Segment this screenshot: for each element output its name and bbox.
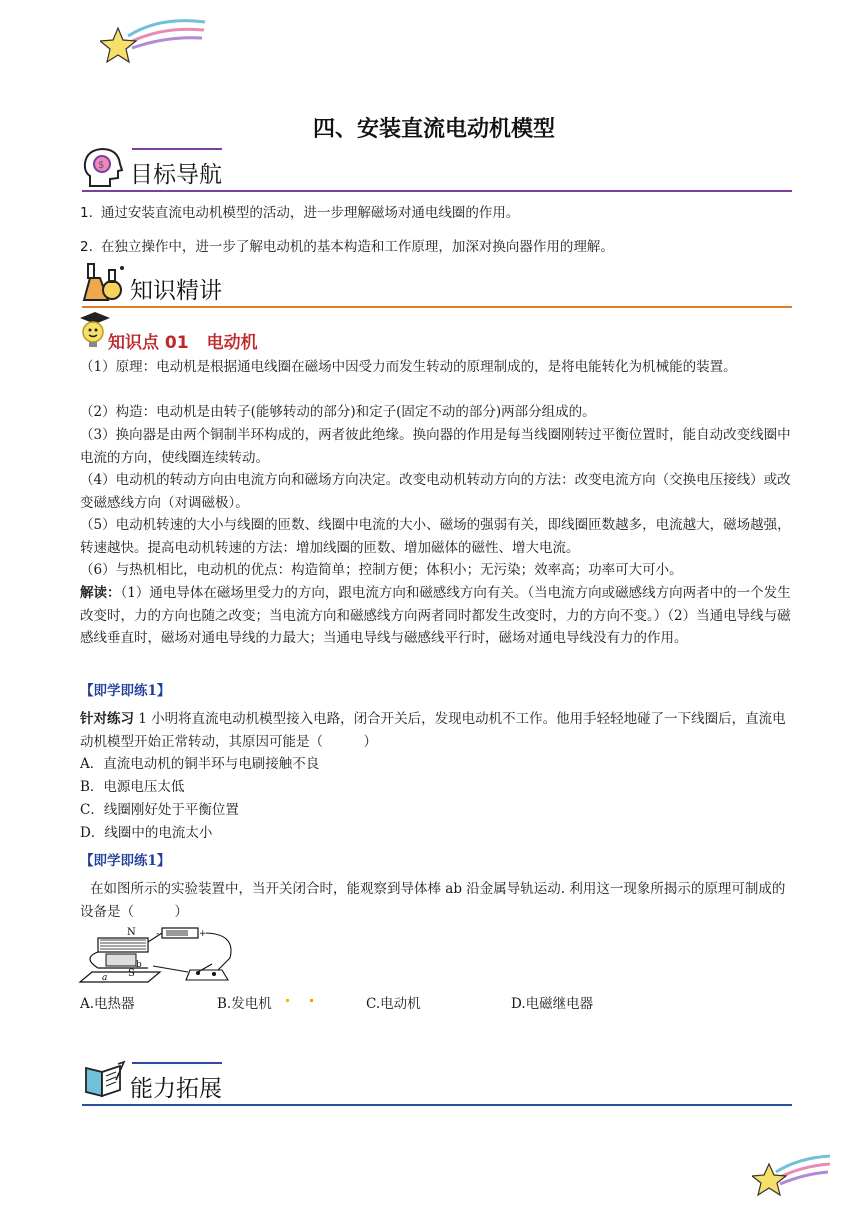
head-gear-icon (82, 146, 124, 190)
dot-mark (286, 999, 289, 1002)
analysis-label: 解读： (80, 585, 121, 601)
option-d[interactable]: D.电磁继电器 (511, 996, 594, 1012)
svg-text:$: $ (98, 160, 105, 171)
goal-number: 1. (80, 205, 93, 221)
knowledge-point-name: 电动机 (206, 333, 258, 353)
goal-item (80, 202, 792, 225)
figure-label-s: S (128, 968, 135, 979)
figure-label-minus: - (156, 929, 160, 939)
practice-question-text: 小明将直流电动机模型接入电路，闭合开关后，发现电动机不工作。他用手轻轻地碰了一下线圈后，直流电动机模型开始正常转动，其原因可能是（ ） (80, 711, 786, 750)
option-d[interactable]: D．线圈中的电流太小 (80, 825, 213, 841)
page-title: 四、安装直流电动机模型 (312, 117, 555, 142)
divider (82, 306, 792, 308)
paragraph: （3）换向器是由两个铜制半环构成的，两者彼此绝缘。换向器的作用是每当线圈刚转过平衡位置时，能自动改变线圈中电流的方向，使线圈连续转动。 (80, 427, 791, 466)
knowledge-point-title (108, 328, 258, 353)
paragraph: （4）电动机的转动方向由电流方向和磁场方向决定。改变电动机转动方向的方法：改变电流方向（交换电压接线）或改变磁感线方向（对调磁极）。 (80, 472, 791, 511)
divider (82, 190, 792, 192)
divider (82, 1104, 792, 1106)
paragraph: （6）与热机相比，电动机的优点：构造简单；控制方便；体积小；无污染；效率高；功率可大可小。 (80, 562, 683, 578)
figure-label-a: a (102, 973, 108, 983)
goal-number: 2. (80, 239, 93, 255)
practice-tag: 【即学即练1】 (80, 683, 171, 699)
goal-text: 通过安装直流电动机模型的活动，进一步理解磁场对通电线圈的作用。 (100, 205, 520, 221)
goal-text: 在独立操作中，进一步了解电动机的基本构造和工作原理，加深对换向器作用的理解。 (100, 239, 614, 255)
option-b[interactable]: B．电源电压太低 (80, 779, 185, 795)
practice-number: 1 (138, 711, 147, 727)
practice-tag: 【即学即练1】 (80, 853, 171, 869)
section-label: 知识精讲 (130, 278, 222, 304)
flask-icon (82, 262, 128, 306)
shooting-star-icon (752, 1152, 832, 1198)
paragraph: （1）原理：电动机是根据通电线圈在磁场中因受力而发生转动的原理制成的，是将电能转化为机械能的装置。 (80, 359, 737, 375)
option-a[interactable]: A．直流电动机的铜半环与电刷接触不良 (80, 756, 320, 772)
analysis-text: （1）通电导体在磁场里受力的方向，跟电流方向和磁感线方向有关。（当电流方向或磁感线方向两者中的一个发生改变时，力的方向也随之改变；当电流方向和磁感线方向两者同时都发生改变时，力的方向不变。）（2）当通电导线与磁感线垂直时，磁场对通电导线的力最大；当通电导线与磁感线平行时，磁场对通电导线没有力的作用。 (80, 585, 791, 646)
knowledge-point-tag: 知识点 01 (108, 333, 189, 353)
divider (132, 148, 222, 150)
option-c[interactable]: C.电动机 (366, 996, 421, 1012)
bulb-graduate-icon (78, 310, 112, 350)
dot-mark (310, 999, 313, 1002)
section-label: 能力拓展 (130, 1076, 222, 1102)
section-header-goals (82, 152, 792, 192)
section-header-extension (82, 1066, 792, 1106)
book-icon (82, 1060, 126, 1100)
section-header-knowledge (82, 268, 792, 308)
divider (132, 1062, 222, 1064)
figure-label-n: N (127, 927, 136, 938)
practice-label: 针对练习 (80, 711, 134, 727)
apparatus-figure (78, 924, 240, 988)
option-a[interactable]: A.电热器 (80, 996, 135, 1012)
paragraph: （2）构造：电动机是由转子(能够转动的部分)和定子(固定不动的部分)两部分组成的。 (80, 404, 596, 420)
figure-label-b: b (136, 960, 142, 970)
option-b[interactable]: B.发电机 (217, 996, 272, 1012)
figure-label-plus: + (199, 929, 207, 939)
analysis-paragraph (80, 582, 792, 650)
section-label: 目标导航 (130, 162, 222, 188)
paragraph: （5）电动机转速的大小与线圈的匝数、线圈中电流的大小、磁场的强弱有关，即线圈匝数越多，电流越大，磁场越强，转速越快。提高电动机转速的方法：增加线圈的匝数、增加磁体的磁性、增大电流。 (80, 517, 791, 556)
goal-item (80, 236, 792, 259)
practice-question (80, 708, 792, 753)
practice-question-text: 在如图所示的实验装置中，当开关闭合时，能观察到导体棒 ab 沿金属导轨运动. 利用这一现象所揭示的原理可制成的设备是（ ） (80, 881, 786, 920)
option-c[interactable]: C．线圈刚好处于平衡位置 (80, 802, 239, 818)
shooting-star-icon (100, 18, 210, 68)
